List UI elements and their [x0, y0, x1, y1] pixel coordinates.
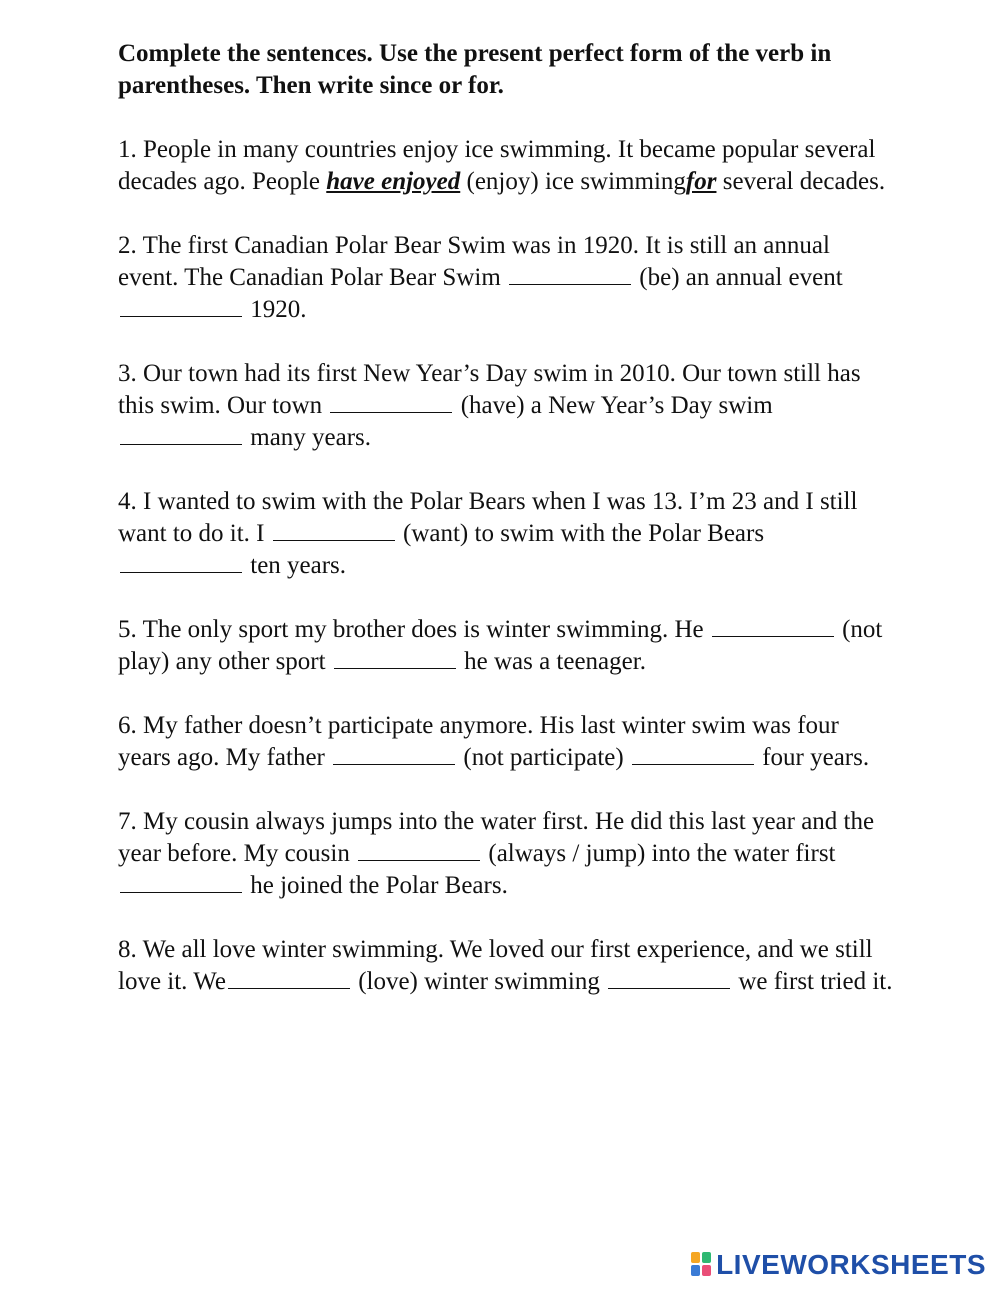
- item-text: People in many countries enjoy ice swimming. It became popular several decades ago. People: [118, 136, 876, 195]
- item-text: many years.: [250, 424, 372, 451]
- since-for-blank[interactable]: [334, 646, 456, 669]
- item-number: 8.: [118, 936, 137, 963]
- since-for-blank[interactable]: [120, 870, 242, 893]
- verb-blank[interactable]: [228, 966, 350, 989]
- item-text: (want) to swim with the Polar Bears: [403, 520, 765, 547]
- item-number: 2.: [118, 232, 137, 259]
- item-text: The first Canadian Polar Bear Swim was in 1920. It is still an annual event. The Canadian Polar Bear Swim: [118, 232, 830, 291]
- item-text: (not participate): [463, 744, 624, 771]
- exercise-item-1: [118, 134, 893, 198]
- since-for-blank[interactable]: [608, 966, 730, 989]
- item-text: several decades.: [722, 168, 886, 195]
- exercise-item-8: [118, 934, 893, 998]
- exercise-item-3: [118, 358, 893, 454]
- item-text: Our town had its first New Year’s Day swim in 2010. Our town still has this swim. Our town: [118, 360, 861, 419]
- item-text: My father doesn’t participate anymore. His last winter swim was four years ago. My father: [118, 712, 839, 771]
- item-text: (always / jump) into the water first: [488, 840, 836, 867]
- logo-square-3: [691, 1265, 700, 1276]
- logo-square-1: [691, 1252, 700, 1263]
- answer-since-for: for: [685, 168, 717, 195]
- since-for-blank[interactable]: [120, 550, 242, 573]
- item-number: 6.: [118, 712, 137, 739]
- liveworksheets-logo: [691, 1250, 986, 1280]
- item-text: I wanted to swim with the Polar Bears when I was 13. I’m 23 and I still want to do it. I: [118, 488, 858, 547]
- item-text: four years.: [762, 744, 870, 771]
- logo-text: LIVEWORKSHEETS: [716, 1249, 986, 1280]
- item-number: 3.: [118, 360, 137, 387]
- since-for-blank[interactable]: [632, 742, 754, 765]
- exercise-item-2: [118, 230, 893, 326]
- item-number: 1.: [118, 136, 137, 163]
- item-text: (have) a New Year’s Day swim: [460, 392, 773, 419]
- item-text: he was a teenager.: [464, 648, 646, 675]
- item-text: he joined the Polar Bears.: [250, 872, 508, 899]
- item-number: 5.: [118, 616, 137, 643]
- verb-blank[interactable]: [358, 838, 480, 861]
- item-text: (love) winter swimming: [358, 968, 600, 995]
- verb-blank[interactable]: [330, 390, 452, 413]
- exercise-item-7: [118, 806, 893, 902]
- logo-square-4: [702, 1265, 711, 1276]
- exercise-item-6: [118, 710, 893, 774]
- item-text: (be) an annual event: [639, 264, 843, 291]
- item-number: 7.: [118, 808, 137, 835]
- verb-blank[interactable]: [333, 742, 455, 765]
- item-text: 1920.: [250, 296, 307, 323]
- item-text: The only sport my brother does is winter swimming. He: [142, 616, 704, 643]
- item-text: My cousin always jumps into the water first. He did this last year and the year before. My cousin: [118, 808, 875, 867]
- logo-mark-icon: [691, 1252, 713, 1278]
- verb-blank[interactable]: [273, 518, 395, 541]
- since-for-blank[interactable]: [120, 294, 242, 317]
- exercise-item-5: [118, 614, 893, 678]
- item-text: (not play) any other sport: [118, 616, 883, 675]
- item-text: We all love winter swimming. We loved our first experience, and we still love it. We: [118, 936, 873, 995]
- instructions: Complete the sentences. Use the present perfect form of the verb in parentheses. Then write since or for.: [118, 40, 832, 99]
- item-text: we first tried it.: [738, 968, 893, 995]
- item-text: ten years.: [250, 552, 347, 579]
- answer-verb: have enjoyed: [326, 168, 461, 195]
- worksheet: [118, 38, 893, 1030]
- item-number: 4.: [118, 488, 137, 515]
- verb-blank[interactable]: [509, 262, 631, 285]
- logo-square-2: [702, 1252, 711, 1263]
- exercise-item-4: [118, 486, 893, 582]
- verb-blank[interactable]: [712, 614, 834, 637]
- since-for-blank[interactable]: [120, 422, 242, 445]
- item-text: (enjoy) ice swimming: [466, 168, 686, 195]
